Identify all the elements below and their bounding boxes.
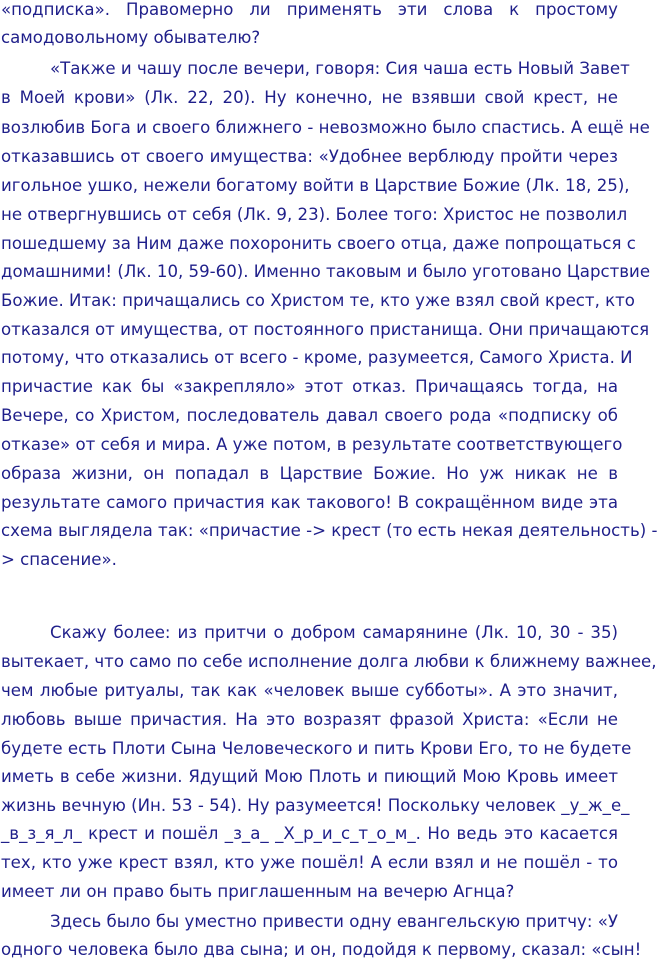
text-line: отказе» от себя и мира. А уже потом, в результате соответствующего: [1, 435, 623, 454]
text-line: > спасение».: [1, 550, 117, 569]
text-line: Здесь было бы уместно привести одну евангельскую притчу: «У: [50, 912, 618, 931]
text-line: «подписка». Правомерно ли применять эти слова к простому: [1, 0, 618, 19]
text-line: результате самого причастия как такового! В сокращённом виде эта: [1, 493, 618, 512]
text-line: жизнь вечную (Ин. 53 - 54). Ну разумеется! Поскольку человек _у_ж_е_: [1, 796, 630, 815]
text-line: возлюбив Бога и своего ближнего - невозможно было спастись. А ещё не: [1, 118, 650, 137]
text-line: самодовольному обывателю?: [1, 28, 261, 47]
text-line: не отвергнувшись от себя (Лк. 9, 23). Более того: Христос не позволил: [1, 205, 628, 224]
text-line: «Также и чашу после вечери, говоря: Сия чаша есть Новый Завет: [50, 59, 630, 78]
text-line: вытекает, что само по себе исполнение долга любви к ближнему важнее,: [1, 652, 657, 671]
text-line: _в_з_я_л_ крест и пошёл _з_а_ _Х_р_и_с_т_о_м_. Но ведь это касается: [1, 824, 618, 843]
text-line: Скажу более: из притчи о добром самарянине (Лк. 10, 30 - 35): [50, 623, 618, 642]
text-line: имеет ли он право быть приглашенным на вечерю Агнца?: [1, 882, 515, 901]
text-line: в Моей крови» (Лк. 22, 20). Ну конечно, не взявши свой крест, не: [1, 88, 618, 107]
text-line: иметь в себе жизни. Ядущий Мою Плоть и пиющий Мою Кровь имеет: [1, 767, 618, 786]
text-line: тех, кто уже крест взял, кто уже пошёл! А если взял и не пошёл - то: [1, 853, 618, 872]
text-line: пошедшему за Ним даже похоронить своего отца, даже попрощаться с: [1, 234, 636, 253]
text-line: чем любые ритуалы, так как «человек выше субботы». А это значит,: [1, 681, 618, 700]
text-line: отказавшись от своего имущества: «Удобнее верблюду пройти через: [1, 147, 618, 166]
text-line: Божие. Итак: причащались со Христом те, кто уже взял свой крест, кто: [1, 291, 635, 310]
text-line: схема выглядела так: «причастие -> крест (то есть некая деятельность) -: [1, 521, 657, 540]
text-line: образа жизни, он попадал в Царствие Божие. Но уж никак не в: [1, 464, 618, 483]
text-line: одного человека было два сына; и он, подойдя к первому, сказал: «сын!: [1, 940, 642, 959]
text-line: любовь выше причастия. На это возразят фразой Христа: «Если не: [1, 710, 618, 729]
text-line: отказался от имущества, от постоянного пристанища. Они причащаются: [1, 320, 650, 339]
text-line: домашними! (Лк. 10, 59-60). Именно таковым и было уготовано Царствие: [1, 262, 651, 281]
text-line: игольное ушко, нежели богатому войти в Царствие Божие (Лк. 18, 25),: [1, 176, 630, 195]
text-line: Вечере, со Христом, последователь давал своего рода «подписку об: [1, 406, 618, 425]
text-line: будете есть Плоти Сына Человеческого и пить Крови Его, то не будете: [1, 739, 632, 758]
text-line: потому, что отказались от всего - кроме, разумеется, Самого Христа. И: [1, 348, 633, 367]
text-line: причастие как бы «закрепляло» этот отказ. Причащаясь тогда, на: [1, 377, 618, 396]
